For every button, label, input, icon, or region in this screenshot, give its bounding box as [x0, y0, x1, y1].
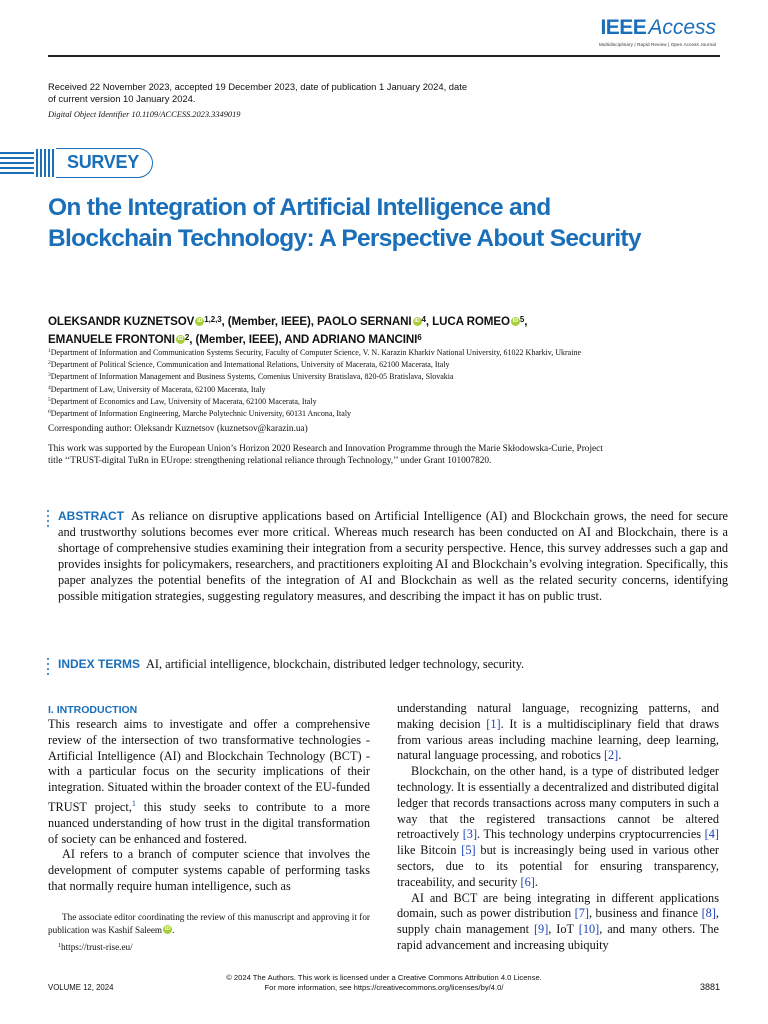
citation-link[interactable]: [7]: [574, 906, 589, 921]
author-role: , (Member, IEEE), AND: [189, 333, 312, 346]
article-type-label: SURVEY: [67, 152, 139, 172]
author-name[interactable]: PAOLO SERNANI: [317, 315, 412, 328]
author-name[interactable]: LUCA ROMEO: [432, 315, 510, 328]
paragraph: Blockchain, on the other hand, is a type of distributed ledger technology. It is essentially a decentralized and distributed digital ledger that records transactions across many computers in such a way that the registered transactions cannot be altered retroactively [3]. This technology underpins cryptocurrencies [4] like Bitcoin [5] but is increasingly being used in various other sectors, due to its potential for ensuring transparency, traceability, and security [6].: [397, 764, 720, 889]
citation-link[interactable]: [6]: [520, 874, 535, 889]
funding-statement: This work was supported by the European Union’s Horizon 2020 Research and Innovation Programme through the Marie Skłodowska-Curie, Project title ‘‘TRUST-digital TuRn in EUrope: strengthening relational reliance through Technology,’’ under Grant 101007820.: [48, 444, 603, 466]
index-terms-heading: INDEX TERMS: [58, 657, 141, 671]
doi[interactable]: Digital Object Identifier 10.1109/ACCESS.2023.3349019: [48, 110, 241, 119]
paragraph: understanding natural language, recognizing patterns, and making decision [1]. It is a multidisciplinary field that draws from various areas including machine learning, deep learning, natural language processing, and robotics [2].: [397, 701, 720, 763]
author-separator: ,: [425, 315, 433, 328]
footnote-ref[interactable]: 1: [131, 798, 136, 808]
footnote: $^1$https://trust-rise.eu/: [58, 942, 133, 952]
paragraph: This research aims to investigate and offer a comprehensive review of the intersection of two transformative technologies - Artificial Intelligence (AI) and Blockchain Technology (BCT) - with a particular focus on the security implications of their integration. Situated within the broader context of the EU-funded TRUST project,$^1$ this study seeks to contribute to a more nuanced understanding of how trust in the digital transformation of society can be enhanced and fostered.: [48, 717, 370, 846]
page-number: 3881: [699, 982, 720, 992]
header-divider: [48, 55, 720, 57]
affiliation: $^3$Department of Information Management and Business Systems, Comenius University Bratislava, 820-05 Bratislava, Slovakia: [48, 372, 454, 382]
badge-bar: [48, 149, 50, 177]
author-name[interactable]: ADRIANO MANCINI: [311, 333, 418, 346]
citation-link[interactable]: [5]: [461, 843, 476, 858]
journal-logo: [599, 16, 716, 47]
citation-link[interactable]: [10]: [578, 922, 600, 937]
author-affil-sup: 1,2,3: [204, 315, 222, 324]
paragraph: AI refers to a branch of computer science that involves the development of computer systems capable of performing tasks that normally require human intelligence, such as: [48, 847, 370, 894]
volume-info: VOLUME 12, 2024: [48, 983, 114, 992]
orcid-icon[interactable]: iD: [164, 925, 171, 932]
license-link[interactable]: For more information, see https://creativecommons.org/licenses/by/4.0/: [264, 982, 504, 992]
badge-bar: [40, 149, 42, 177]
license-footer: [0, 973, 768, 992]
index-terms-text: AI, artificial intelligence, blockchain, distributed ledger technology, security.: [146, 657, 525, 671]
badge-stripe: [0, 167, 34, 169]
author-list: [48, 312, 728, 348]
affiliation: $^6$Department of Information Engineering, Marche Polytechnic University, 60131 Ancona, Italy: [48, 409, 352, 419]
author-name[interactable]: EMANUELE FRONTONI: [48, 333, 175, 346]
editor-note: The associate editor coordinating the review of this manuscript and approving it for publication was Kashif Saleem iD .: [48, 912, 370, 935]
citation-link[interactable]: [8]: [701, 906, 716, 921]
orcid-icon[interactable]: iD: [197, 318, 203, 324]
author-affil-sup: 6: [417, 333, 422, 342]
abstract-dots-icon: [47, 510, 50, 530]
citation-link[interactable]: [9]: [533, 922, 549, 937]
paragraph: AI and BCT are being integrating in different applications domain, such as power distribution [7], business and finance [8], supply chain management [9], IoT [10], and many others. The rapid advancement and increasing ubiquity: [397, 890, 719, 952]
affiliation: $^5$Department of Economics and Law, University of Macerata, 62100 Macerata, Italy: [48, 396, 317, 406]
abstract: [58, 509, 728, 604]
article-type-badge: [0, 146, 160, 182]
badge-stripe: [0, 162, 34, 164]
corresponding-author: Corresponding author: Oleksandr Kuznetsov (kuznetsov@karazin.ua): [48, 424, 308, 434]
affiliation: $^1$Department of Information and Communication Systems Security, Faculty of Computer Science, V. N. Karazin Kharkiv National University, 61022 Kharkiv, Ukraine: [48, 348, 582, 357]
right-column: [397, 701, 719, 954]
affiliation: $^2$Department of Political Science, Communication and International Relations, University of Macerata, 62100 Macerata, Italy: [48, 360, 450, 370]
footnote-url[interactable]: https://trust-rise.eu/: [61, 942, 133, 952]
journal-tagline: Multidisciplinary | Rapid Review | Open Access Journal: [598, 42, 716, 47]
citation-link[interactable]: [4]: [704, 827, 719, 842]
author-affil-sup: 2: [184, 333, 190, 342]
citation-link[interactable]: [2]: [603, 748, 619, 763]
orcid-icon[interactable]: iD: [512, 318, 519, 324]
citation-link[interactable]: [1]: [486, 716, 501, 731]
abstract-heading: ABSTRACT: [58, 509, 124, 523]
affiliation: $^4$Department of Law, University of Macerata, 62100 Macerata, Italy: [48, 384, 266, 394]
journal-brand-italic: Access: [648, 16, 716, 39]
affiliation-list: [48, 346, 608, 419]
author-affil-sup: 4: [421, 315, 426, 324]
orcid-icon[interactable]: iD: [177, 336, 184, 342]
badge-bar: [52, 149, 54, 177]
license-text: © 2024 The Authors. This work is licensed under a Creative Commons Attribution 4.0 License.: [226, 973, 542, 982]
author-affil-sup: 5: [519, 315, 525, 324]
left-column: [48, 717, 370, 895]
citation-link[interactable]: [3]: [462, 827, 478, 842]
abstract-text: As reliance on disruptive applications based on Artificial Intelligence (AI) and Blockchain grows, the need for secure and trustworthy solutions becomes ever more critical. Whereas much research has been conducted on AI and Blockchain, there is a shortage of comprehensive studies examining their integration from a security perspective. Hence, this survey addresses such a gap and provides insights for policymakers, researchers, and practitioners exploiting AI and Blockchain’s evolving integration. Specifically, this paper analyzes the potential benefits of the integration of AI and Blockchain as well as the related security concerns, identifying possible mitigation strategies, suggesting regulatory measures, and describing the impact it has on public trust.: [58, 509, 728, 603]
author-role: , (Member, IEEE),: [221, 315, 318, 328]
badge-stripe: [0, 157, 34, 159]
badge-bar: [36, 149, 38, 177]
index-terms: [58, 657, 728, 673]
author-separator: ,: [524, 315, 528, 328]
journal-brand-bold: IEEE: [600, 16, 647, 39]
badge-stripe: [0, 172, 34, 174]
paper-title: On the Integration of Artificial Intelligence and Blockchain Technology: A Perspective About Security: [48, 194, 641, 252]
index-terms-dots-icon: [47, 658, 50, 678]
badge-bar: [44, 149, 46, 177]
badge-stripe: [0, 152, 34, 154]
orcid-icon[interactable]: iD: [414, 318, 420, 324]
section-heading: I. INTRODUCTION: [48, 704, 138, 716]
author-name[interactable]: OLEKSANDR KUZNETSOV: [48, 315, 195, 328]
received-dates: Received 22 November 2023, accepted 19 December 2023, date of publication 1 January 2024, date of current version 10 January 2024.: [48, 81, 468, 104]
